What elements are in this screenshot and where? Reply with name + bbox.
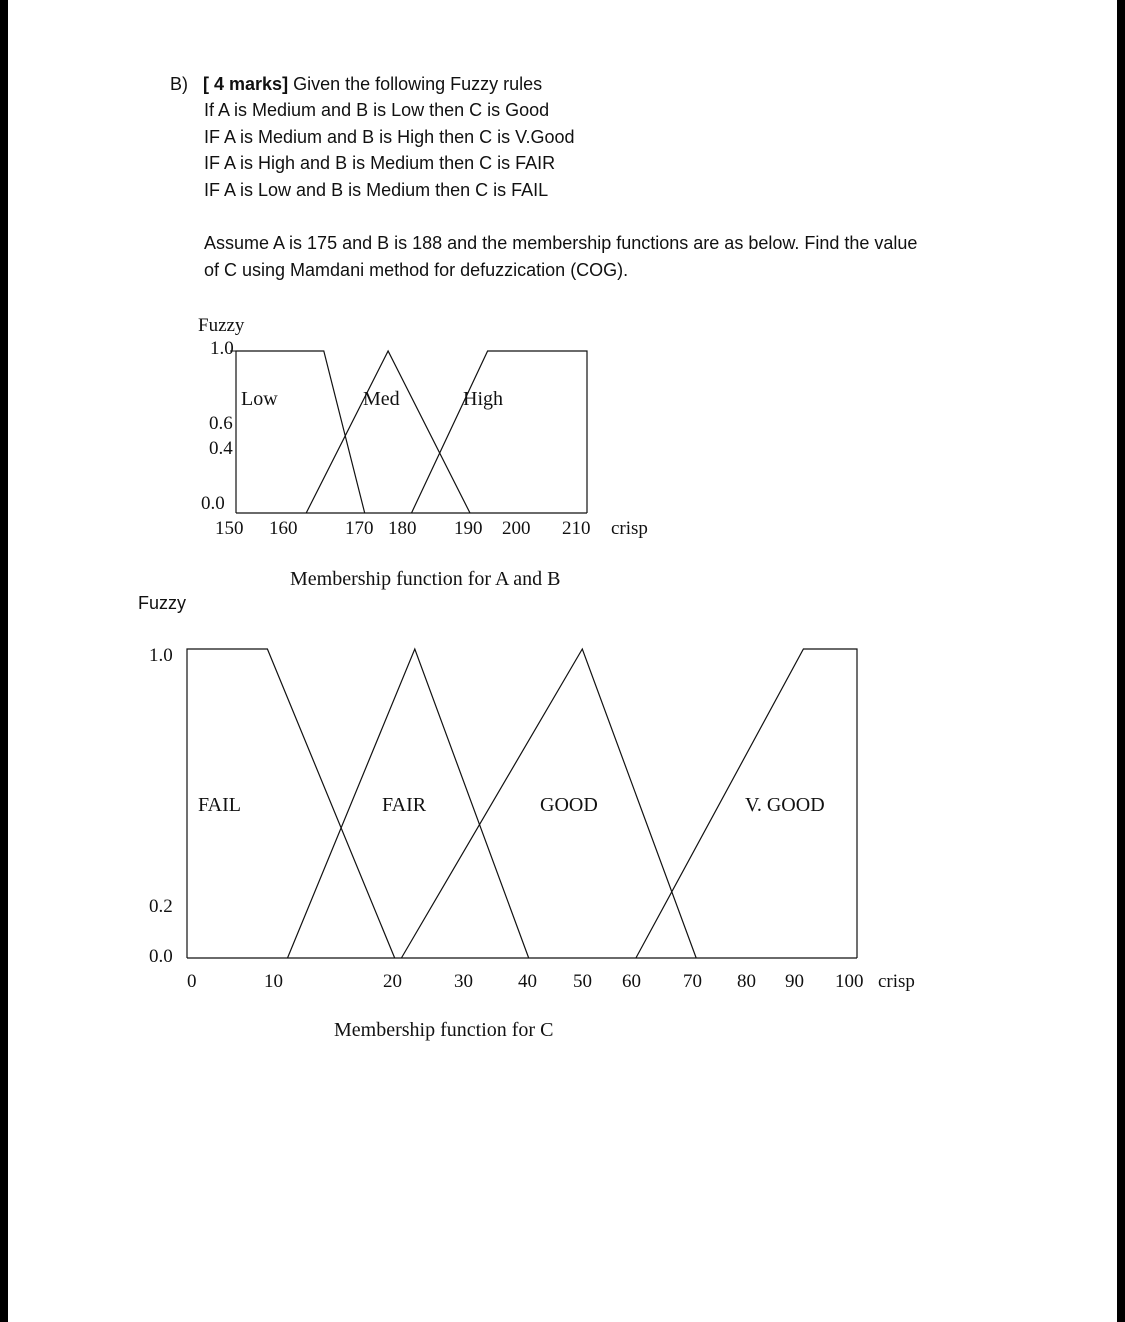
chart-ab-xtick-label: 160 xyxy=(269,518,298,539)
question-marks: [ 4 marks] xyxy=(203,74,289,94)
chart-c-xtick-label: 50 xyxy=(573,971,592,992)
chart-c-ytick-label: 0.0 xyxy=(149,946,173,967)
chart-ab-xtick-label: 190 xyxy=(454,518,483,539)
rule-3: IF A is High and B is Medium then C is FAIR xyxy=(204,153,556,173)
chart-ab-xtick-label: 170 xyxy=(345,518,374,539)
question-label: B) xyxy=(170,74,188,94)
chart-c-xtick-label: 80 xyxy=(737,971,756,992)
chart-c-title: Membership function for C xyxy=(334,1019,554,1041)
chart-ab-xtick-label: 150 xyxy=(215,518,244,539)
chart-ab-xtick-label: 210 xyxy=(562,518,591,539)
question-intro: Given the following Fuzzy rules xyxy=(293,74,543,94)
rule-1: If A is Medium and B is Low then C is Good xyxy=(204,100,550,120)
chart-ab-xtick-label: 200 xyxy=(502,518,531,539)
chart-c-ytick-label: 1.0 xyxy=(149,645,173,666)
chart-c-ylabel: Fuzzy xyxy=(138,593,187,613)
chart-c-xtick-label: 40 xyxy=(518,971,537,992)
chart-ab-ytick-label: 0.6 xyxy=(209,413,233,434)
chart-c-xtick-label: 90 xyxy=(785,971,804,992)
chart-c-ytick-label: 0.2 xyxy=(149,896,173,917)
chart-ab-xtick-label: 180 xyxy=(388,518,417,539)
chart-ab-series-label: Low xyxy=(241,388,278,410)
chart-c-xtick-label: 0 xyxy=(187,971,197,992)
chart-c-xtick-label: 100 xyxy=(835,971,864,992)
assumption-line-2: of C using Mamdani method for defuzzication (COG). xyxy=(204,260,629,280)
chart-c-xtick-label: 70 xyxy=(683,971,702,992)
rule-4: IF A is Low and B is Medium then C is FAIL xyxy=(204,180,549,200)
chart-c-series-label: FAIL xyxy=(198,794,241,816)
chart-c-xtick-label: 10 xyxy=(264,971,283,992)
chart-ab-title: Membership function for A and B xyxy=(290,568,561,590)
assumption-line-1: Assume A is 175 and B is 188 and the membership functions are as below. Find the value xyxy=(204,233,918,253)
chart-ab-series-label: High xyxy=(463,388,503,410)
chart-ab-ytick-label: 0.4 xyxy=(209,438,233,459)
rule-2: IF A is Medium and B is High then C is V.Good xyxy=(204,127,575,147)
chart-c-xtick-label: 20 xyxy=(383,971,402,992)
chart-c-series-label: FAIR xyxy=(382,794,427,816)
chart-ab-ylabel: Fuzzy xyxy=(198,315,245,336)
chart-c-series-label: GOOD xyxy=(540,794,598,816)
chart-ab-ytick-label: 0.0 xyxy=(201,493,225,514)
chart-c-xtick-label: 30 xyxy=(454,971,473,992)
chart-c-xlabel: crisp xyxy=(878,971,915,992)
chart-ab-series-label: Med xyxy=(363,388,400,410)
chart-ab-ytick-label: 1.0 xyxy=(210,338,234,359)
chart-c-series-label: V. GOOD xyxy=(745,794,825,816)
chart-ab-xlabel: crisp xyxy=(611,518,648,539)
chart-c-xtick-label: 60 xyxy=(622,971,641,992)
